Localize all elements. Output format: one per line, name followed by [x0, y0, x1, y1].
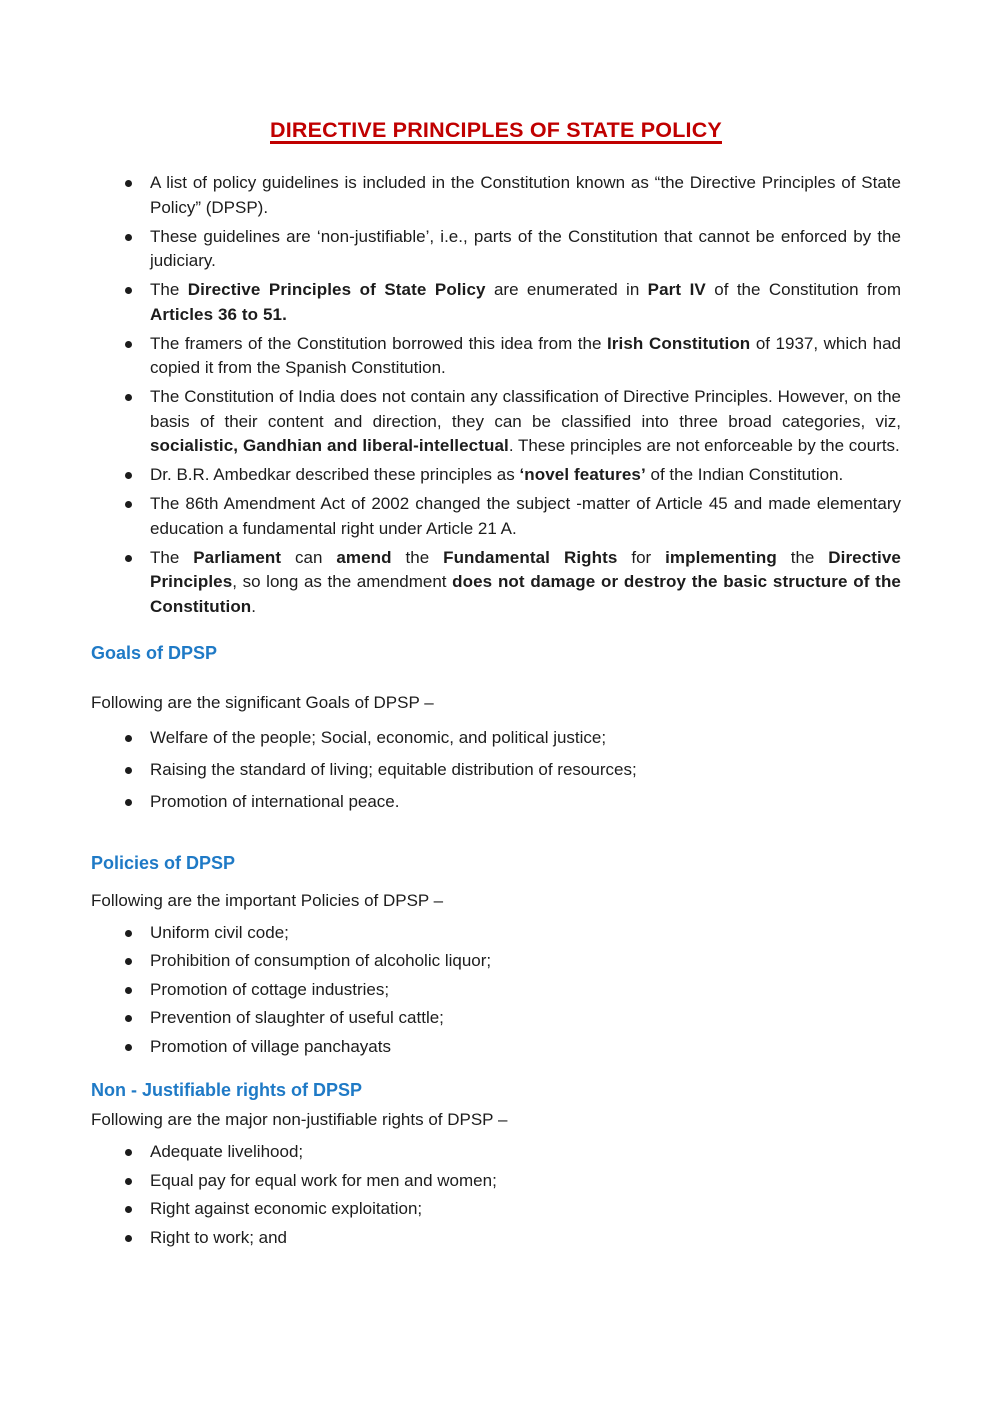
policies-bullet-list: [91, 921, 901, 1060]
bullet-icon: [125, 930, 132, 937]
list-item-text: Prevention of slaughter of useful cattle;: [150, 1008, 444, 1027]
list-item-text: The Directive Principles of State Policy are enumerated in Part IV of the Constitution from Articles 36 to 51.: [150, 280, 901, 324]
bullet-icon: [125, 735, 132, 742]
bullet-icon: [125, 1044, 132, 1051]
list-item: [91, 1197, 901, 1222]
list-item: [91, 758, 901, 783]
bullet-icon: [125, 1015, 132, 1022]
list-item: [91, 1140, 901, 1165]
list-item-text: Right against economic exploitation;: [150, 1199, 423, 1218]
policies-heading: Policies of DPSP: [91, 852, 236, 873]
page-title: DIRECTIVE PRINCIPLES OF STATE POLICY: [270, 118, 722, 142]
list-item-text: Promotion of village panchayats: [150, 1036, 391, 1056]
list-item: [91, 949, 901, 974]
list-item: [91, 171, 901, 220]
bullet-icon: [125, 501, 132, 508]
bullet-icon: [125, 555, 132, 562]
bullet-icon: [125, 1149, 132, 1156]
list-item-text: Uniform civil code;: [150, 922, 289, 942]
section-goals: [91, 643, 901, 815]
list-item-text: The 86th Amendment Act of 2002 changed the subject -matter of Article 45 and made elementary education a fundamental right under Article 21 A.: [150, 494, 901, 538]
list-item: [91, 1169, 901, 1194]
list-item-text: Adequate livelihood;: [150, 1142, 304, 1161]
list-item: [91, 1006, 901, 1031]
bullet-icon: [125, 394, 132, 401]
bullet-icon: [125, 987, 132, 994]
goals-heading: Goals of DPSP: [91, 643, 218, 663]
section-non-justifiable-rights: [91, 1080, 901, 1250]
list-item-text: Equal pay for equal work for men and women;: [150, 1170, 497, 1190]
list-item: [91, 492, 901, 541]
policies-lead-text: Following are the important Policies of DPSP –: [91, 890, 444, 910]
list-item: [91, 978, 901, 1003]
bullet-icon: [125, 234, 132, 241]
list-item-text: The Parliament can amend the Fundamental Rights for implementing the Directive Principles, so long as the amendment does not damage or destroy the basic structure of the Constitution.: [150, 547, 901, 616]
list-item-text: Right to work; and: [150, 1227, 288, 1247]
list-item: [91, 1035, 901, 1060]
non-justifiable-bullet-list: [91, 1140, 901, 1250]
list-item: [91, 726, 901, 751]
list-item-text: Dr. B.R. Ambedkar described these principles as ‘novel features’ of the Indian Constitution.: [150, 465, 844, 484]
section-policies: [91, 853, 901, 1060]
list-item-text: Prohibition of consumption of alcoholic liquor;: [150, 951, 492, 970]
list-item-text: The Constitution of India does not contain any classification of Directive Principles. However, on the basis of their content and direction, they can be classified into three broad categories, viz, socialistic, Gandhian and liberal-intellectual. These principles are not enforceable by the courts.: [150, 387, 901, 455]
list-item: [91, 278, 901, 327]
bullet-icon: [125, 799, 132, 806]
list-item: [91, 463, 901, 488]
bullet-icon: [125, 1178, 132, 1185]
list-item: [91, 332, 901, 381]
list-item: [91, 790, 901, 815]
bullet-icon: [125, 767, 132, 774]
list-item: [91, 385, 901, 459]
non-justifiable-heading: Non - Justifiable rights of DPSP: [91, 1080, 363, 1100]
bullet-icon: [125, 1206, 132, 1213]
bullet-icon: [125, 341, 132, 348]
list-item-text: Promotion of cottage industries;: [150, 979, 390, 999]
list-item: [91, 546, 901, 620]
list-item: [91, 921, 901, 946]
list-item-text: Welfare of the people; Social, economic, and political justice;: [150, 728, 607, 747]
bullet-icon: [125, 180, 132, 187]
list-item-text: The framers of the Constitution borrowed this idea from the Irish Constitution of 1937, which had copied it from the Spanish Constitution.: [150, 333, 901, 377]
list-item: [91, 225, 901, 274]
goals-bullet-list: [91, 726, 901, 815]
bullet-icon: [125, 472, 132, 479]
list-item-text: These guidelines are ‘non-justifiable’, i.e., parts of the Constitution that cannot be enforced by the judiciary.: [150, 226, 901, 270]
goals-lead-text: Following are the significant Goals of DPSP –: [91, 693, 434, 712]
bullet-icon: [125, 287, 132, 294]
bullet-icon: [125, 1235, 132, 1242]
list-item: [91, 1226, 901, 1251]
intro-bullet-list: [91, 171, 901, 619]
list-item-text: Raising the standard of living; equitable distribution of resources;: [150, 760, 637, 779]
non-justifiable-lead-text: Following are the major non-justifiable rights of DPSP –: [91, 1110, 508, 1129]
list-item-text: Promotion of international peace.: [150, 792, 400, 811]
list-item-text: A list of policy guidelines is included in the Constitution known as “the Directive Principles of State Policy” (DPSP).: [150, 173, 901, 217]
bullet-icon: [125, 958, 132, 965]
